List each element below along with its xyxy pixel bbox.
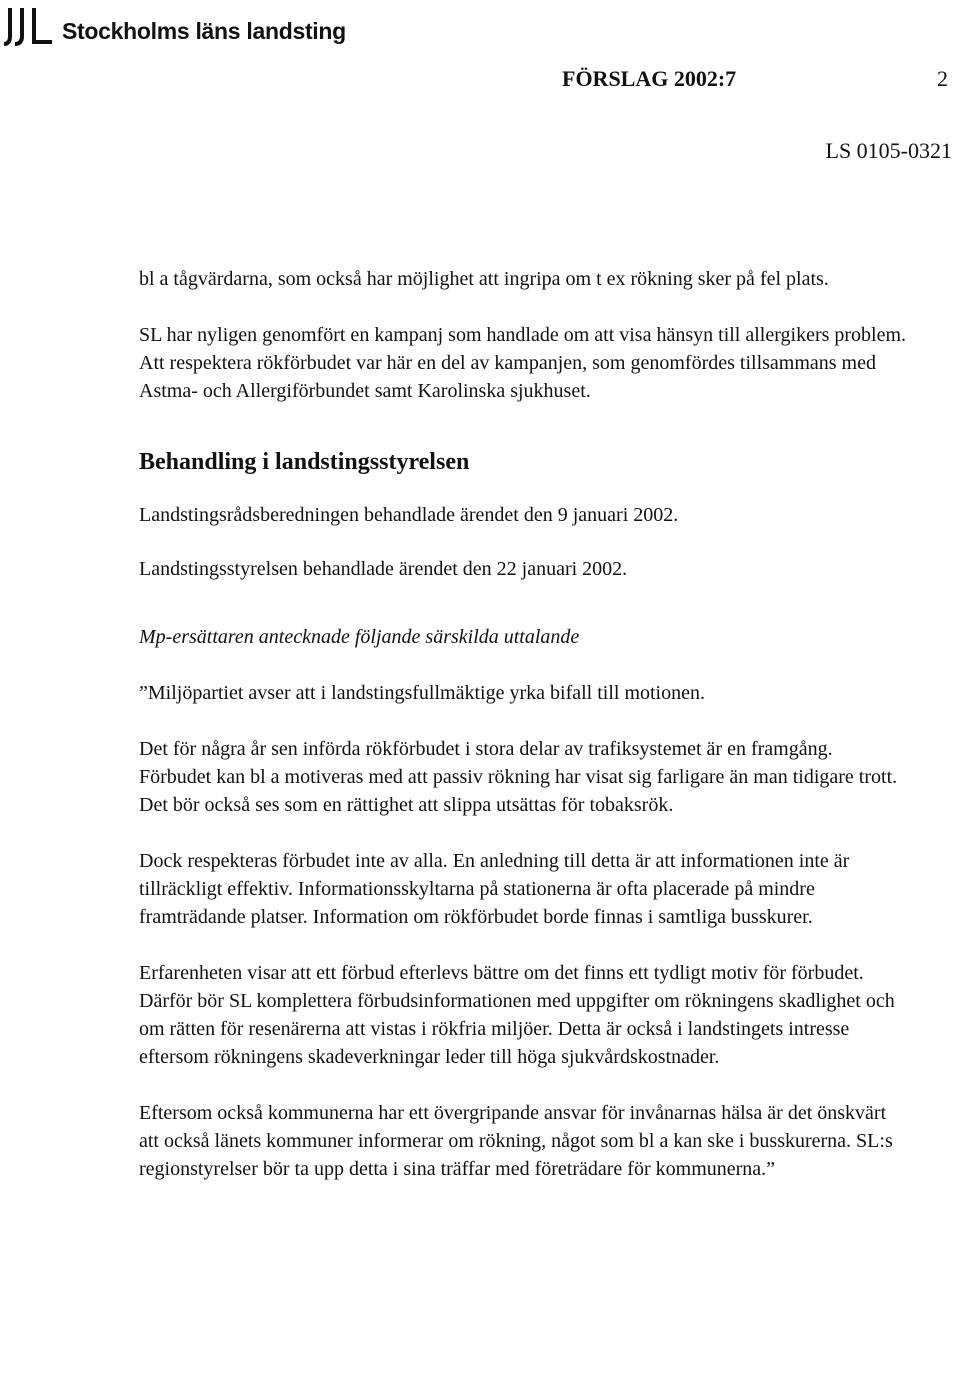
paragraph: Det för några år sen införda rökförbudet i stora delar av trafiksystemet är en framgång. Förbudet kan bl a motiveras med att passiv rökning har visat sig farligare än man tidigare trott. Det bör också ses som en rättighet att slippa utsättas för tobaksrök. [139, 738, 898, 816]
paragraph: bl a tågvärdarna, som också har möjlighet att ingripa om t ex rökning sker på fel plats. [139, 268, 829, 290]
paragraph: ”Miljöpartiet avser att i landstingsfullmäktige yrka bifall till motionen. [139, 682, 705, 704]
document-body [139, 265, 909, 1183]
statement-heading: Mp-ersättaren antecknade följande särskilda uttalande [139, 626, 580, 648]
document-title: FÖRSLAG 2002:7 [562, 66, 737, 91]
organization-name: Stockholms läns landsting [62, 17, 346, 44]
paragraph: Landstingsrådsberedningen behandlade ärendet den 9 januari 2002. [139, 504, 679, 526]
page-number: 2 [937, 66, 948, 91]
section-heading: Behandling i landstingsstyrelsen [139, 449, 470, 475]
paragraph: Dock respekteras förbudet inte av alla. En anledning till detta är att informationen inte är tillräckligt effektiv. Informationsskyltarna på stationerna är ofta placerade på mindre framträdande platser. Information om rökförbudet borde finnas i samtliga busskurer. [139, 850, 850, 928]
paragraph: Landstingsstyrelsen behandlade ärendet den 22 januari 2002. [139, 558, 628, 580]
document-reference: LS 0105-0321 [825, 138, 952, 163]
paragraph: SL har nyligen genomfört en kampanj som handlade om att visa hänsyn till allergikers problem. Att respektera rökförbudet var här en del av kampanjen, som genomfördes tillsammans med Astma- och Allergiförbundet samt Karolinska sjukhuset. [139, 324, 907, 402]
paragraph: Eftersom också kommunerna har ett övergripande ansvar för invånarnas hälsa är det önskvärt att också länets kommuner informerar om rökning, något som bl a kan ske i busskurerna. SL:s regionstyrelser bör ta upp detta i sina träffar med företrädare för kommunerna.” [139, 1102, 893, 1180]
sll-logo-icon [4, 6, 54, 46]
header-logo [4, 6, 346, 46]
paragraph: Erfarenheten visar att ett förbud efterlevs bättre om det finns ett tydligt motiv för förbudet. Därför bör SL komplettera förbudsinformationen med uppgifter om rökningens skadlighet och om rätten för resenärerna att vistas i rökfria miljöer. Detta är också i landstingets intresse eftersom rökningens skadeverkningar leder till höga sjukvårdskostnader. [139, 962, 895, 1068]
